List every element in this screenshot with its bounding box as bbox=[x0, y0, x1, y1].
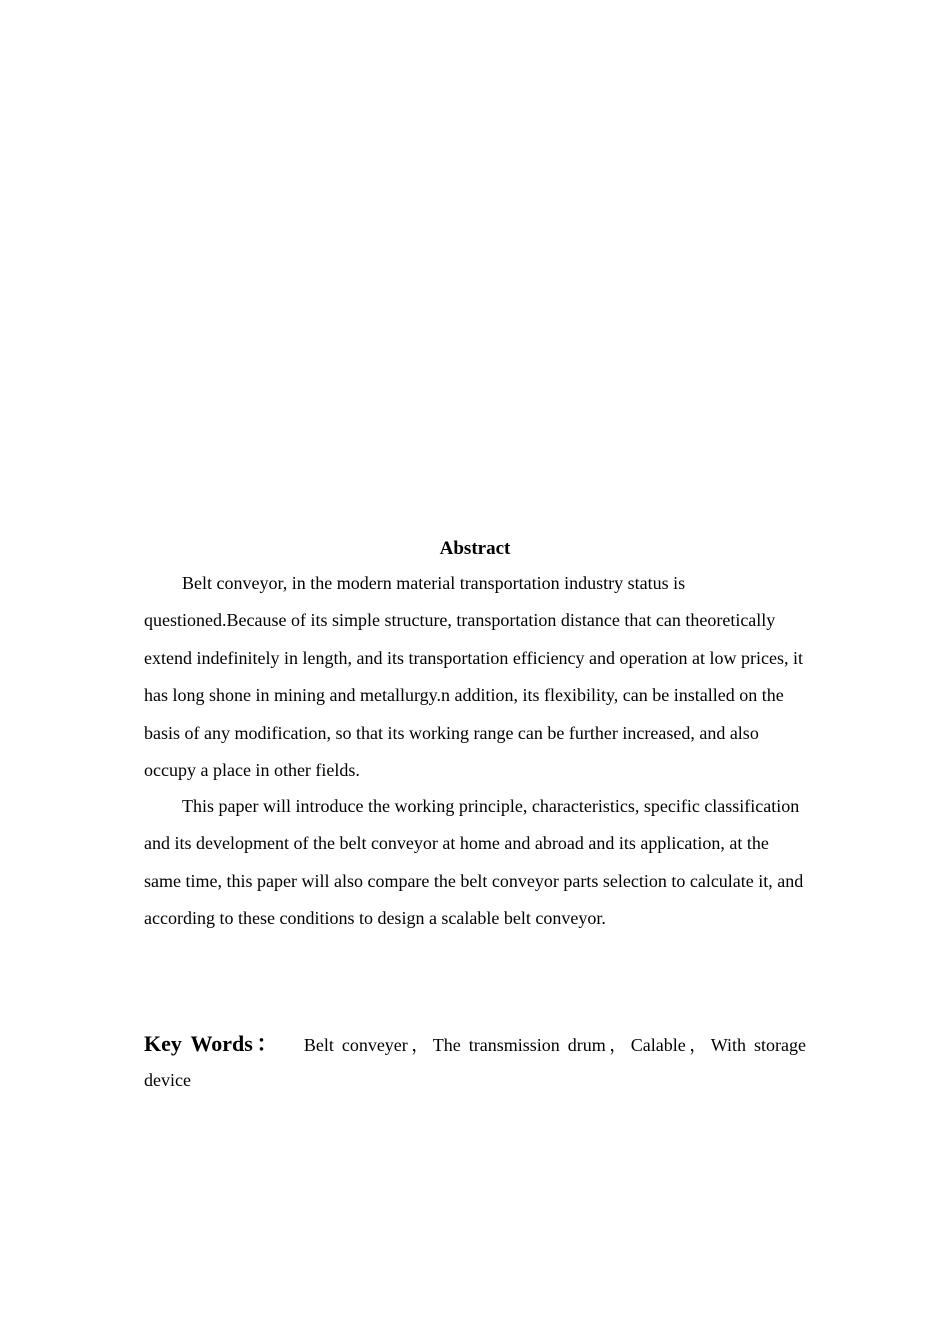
keywords-line bbox=[144, 1026, 806, 1098]
abstract-paragraph-1: Belt conveyor, in the modern material transportation industry status is questioned.Because of its simple structure, transportation distance that can theoretically extend indefinitely in length, and its transportation efficiency and operation at low prices, it has long shone in mining and metallurgy.n addition, its flexibility, can be installed on the basis of any modification, so that its working range can be further increased, and also occupy a place in other fields. bbox=[144, 573, 803, 781]
keywords-text: Belt conveyer，The transmission drum，Calable，With storage device bbox=[144, 1035, 806, 1090]
abstract-heading: Abstract bbox=[439, 538, 511, 559]
keywords-label: Key Words： bbox=[144, 1031, 282, 1056]
abstract-paragraph-2: This paper will introduce the working principle, characteristics, specific classification and its development of the belt conveyor at home and abroad and its application, at the same time, this paper will also compare the belt conveyor parts selection to calculate it, and according to these conditions to design a scalable belt conveyor. bbox=[144, 796, 804, 929]
